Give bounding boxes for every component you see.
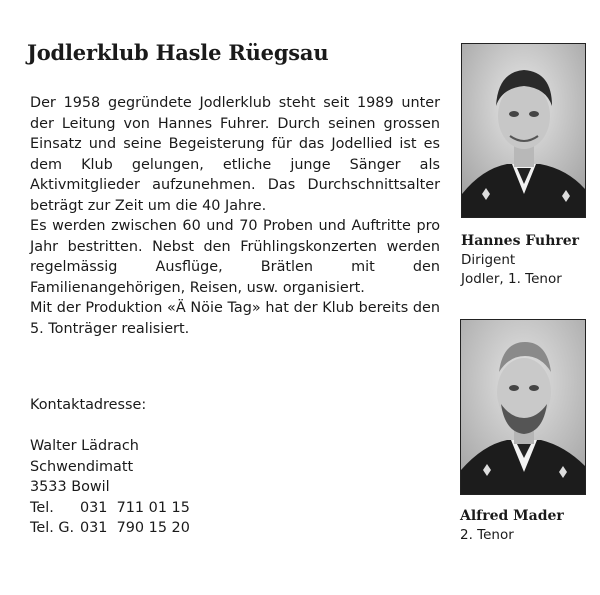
page-title: Jodlerklub Hasle Rüegsau xyxy=(27,40,329,65)
phone-number: 031 711 01 15 xyxy=(80,499,190,516)
person-name: Alfred Mader xyxy=(460,508,564,524)
contact-heading: Kontaktadresse: xyxy=(30,397,147,413)
person-name: Hannes Fuhrer xyxy=(461,233,580,249)
contact-city: 3533 Bowil xyxy=(30,479,110,495)
business-phone-label: Tel. G. xyxy=(30,520,75,536)
business-phone-number: 031 790 15 20 xyxy=(80,520,190,536)
portrait-alfred-mader xyxy=(460,319,586,495)
caption-alfred-mader xyxy=(460,507,564,545)
caption-hannes-fuhrer xyxy=(461,232,579,289)
contact-name: Walter Lädrach xyxy=(30,438,139,454)
contact-phone-row xyxy=(30,498,190,519)
contact-business-phone-row xyxy=(30,518,190,539)
paragraph-activities: Es werden zwischen 60 und 70 Proben und Auftritte pro Jahr bestritten. Nebst den Frühlingskonzerten werden regelmässig Ausflüge, Brätlen mit den Familienangehörigen, Reisen, usw. organisiert. xyxy=(30,218,440,296)
person-voice: 2. Tenor xyxy=(460,527,514,543)
contact-address xyxy=(30,395,190,539)
paragraph-recording: Mit der Produktion «Ä Nöie Tag» hat der Klub bereits den 5. Tonträger realisiert. xyxy=(30,300,440,337)
portrait-hannes-fuhrer xyxy=(461,43,586,218)
phone-label: Tel. xyxy=(30,499,54,516)
person-role: Dirigent xyxy=(461,252,516,268)
club-description xyxy=(30,93,440,339)
contact-street: Schwendimatt xyxy=(30,458,134,475)
person-voice: Jodler, 1. Tenor xyxy=(461,271,562,287)
paragraph-history: Der 1958 gegründete Jodlerklub steht seit 1989 unter der Leitung von Hannes Fuhrer. Durch seinen grossen Einsatz und seine Begeisterung für das Jodellied ist es dem Klub gelungen, etliche junge Sänger als Aktivmitglieder aufzunehmen. Das Durchschnittsalter beträgt zur Zeit um die 40 Jahre. xyxy=(30,95,440,214)
